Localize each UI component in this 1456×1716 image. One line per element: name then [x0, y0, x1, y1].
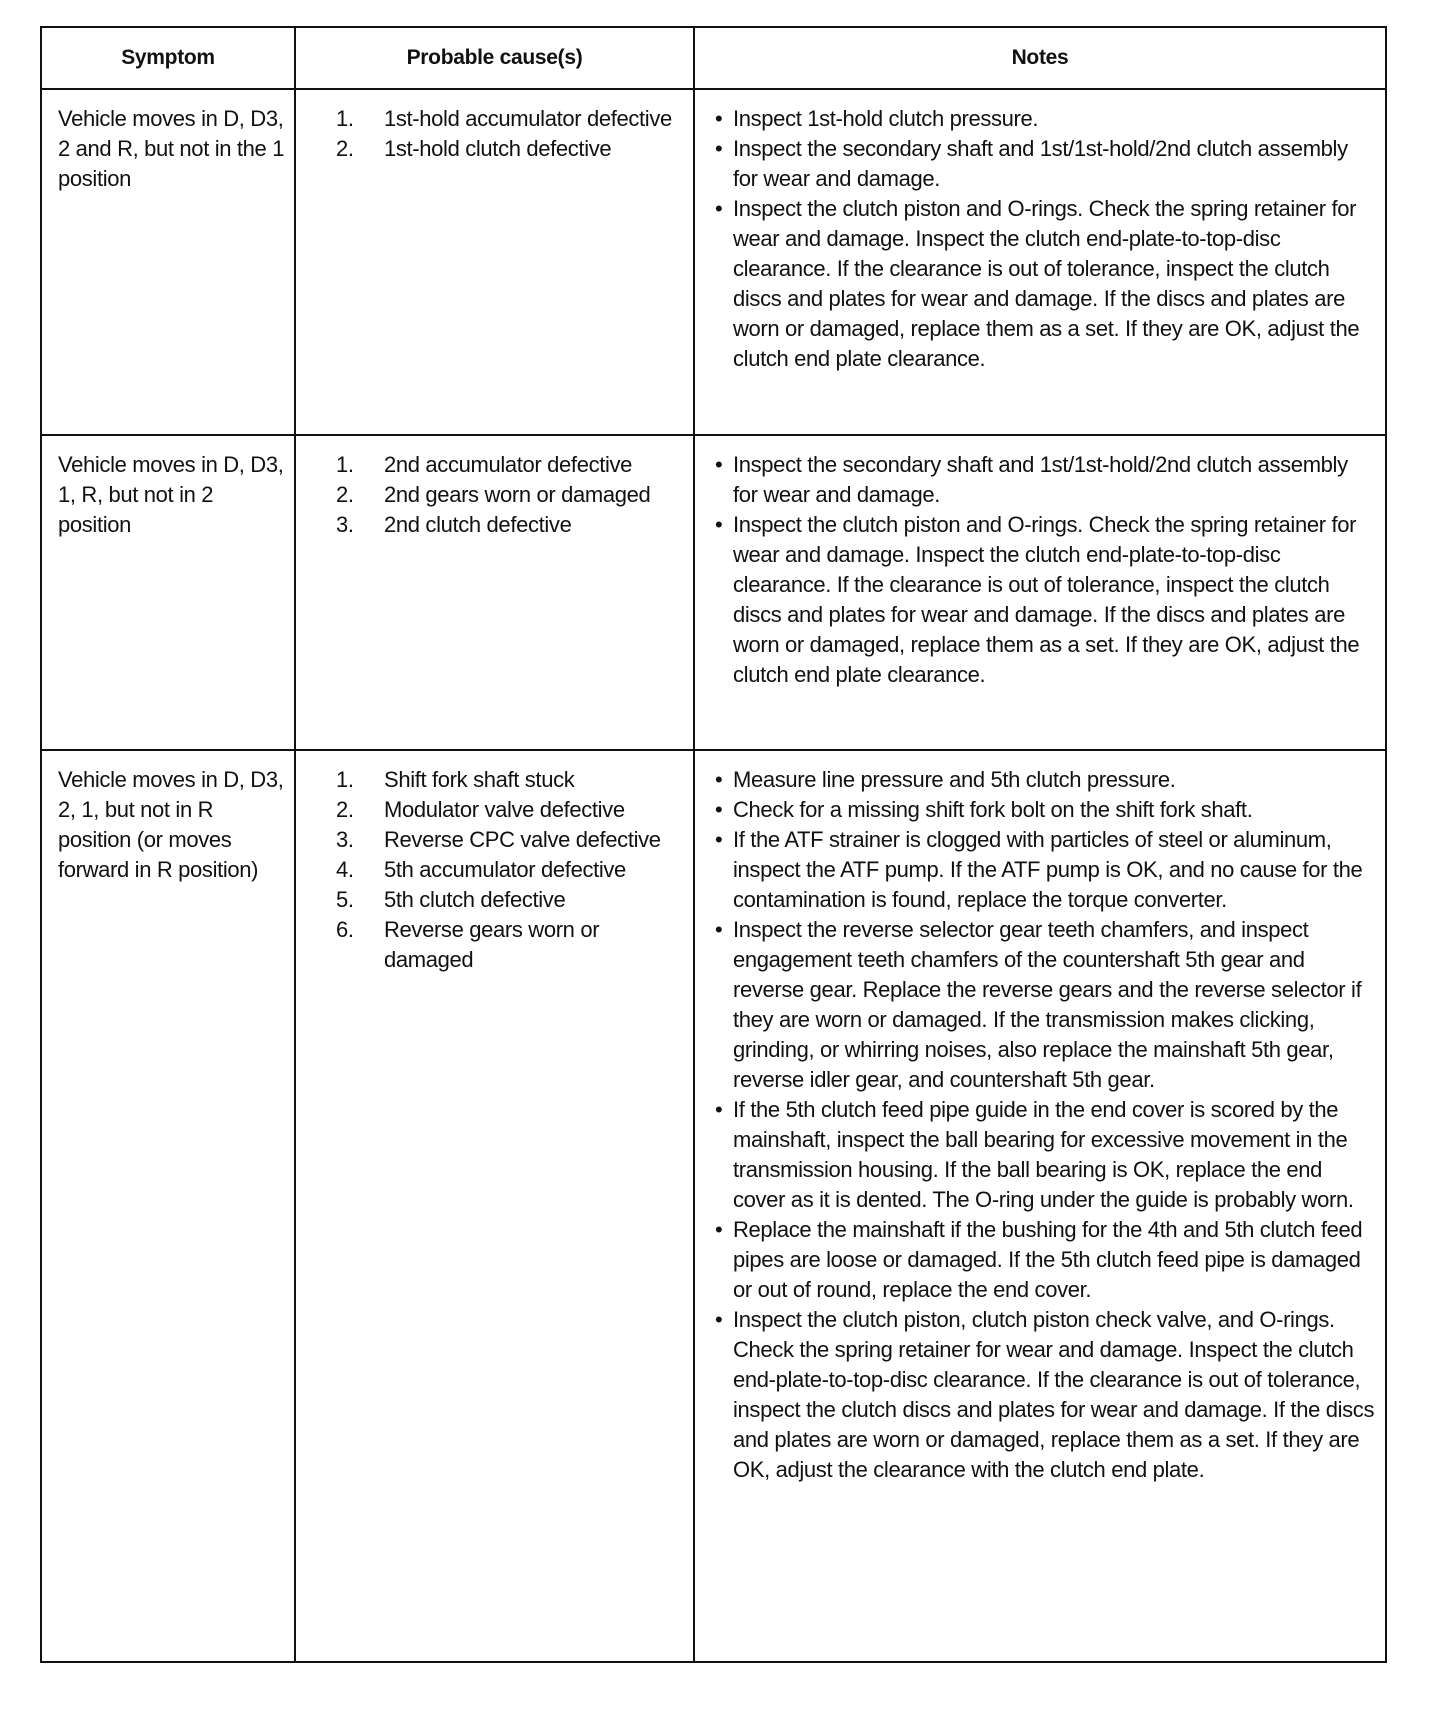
cause-text: Reverse CPC valve defective: [384, 827, 661, 852]
header-symptom: Symptom: [41, 27, 295, 89]
cause-number: 3.: [336, 827, 354, 852]
bullet-icon: •: [715, 917, 723, 942]
bullet-icon: •: [715, 1217, 723, 1242]
bullet-icon: •: [715, 767, 723, 792]
note-text: Measure line pressure and 5th clutch pressure.: [733, 767, 1176, 792]
cause-item: [336, 134, 687, 164]
note-item: [715, 510, 1377, 690]
note-text: Inspect the reverse selector gear teeth chamfers, and inspect engagement teeth chamfers of the countershaft 5th gear and reverse gear. Replace the reverse gears and the reverse selector if they are worn or damaged. If the transmission makes clicking, grinding, or whirring noises, also replace the mainshaft 5th gear, reverse idler gear, and countershaft 5th gear.: [733, 917, 1362, 1092]
cause-item: [336, 825, 687, 855]
cause-item: [336, 480, 687, 510]
bullet-icon: •: [715, 797, 723, 822]
note-item: [715, 765, 1377, 795]
bullet-icon: •: [715, 1097, 723, 1122]
note-item: [715, 795, 1377, 825]
symptom-cell: Vehicle moves in D, D3, 2 and R, but not in the 1 position: [41, 89, 295, 435]
cause-text: Reverse gears worn or damaged: [384, 917, 600, 972]
cause-text: 1st-hold clutch defective: [384, 136, 612, 161]
cause-text: 1st-hold accumulator defective: [384, 106, 672, 131]
cause-text: 5th accumulator defective: [384, 857, 626, 882]
bullet-icon: •: [715, 1307, 723, 1332]
cause-text: 2nd accumulator defective: [384, 452, 633, 477]
cause-text: 2nd gears worn or damaged: [384, 482, 651, 507]
note-text: Inspect 1st-hold clutch pressure.: [733, 106, 1039, 131]
bullet-icon: •: [715, 136, 723, 161]
cause-item: [336, 510, 687, 540]
note-text: Replace the mainshaft if the bushing for the 4th and 5th clutch feed pipes are loose or damaged. If the 5th clutch feed pipe is damaged or out of round, replace the end cover.: [733, 1217, 1363, 1302]
cause-number: 2.: [336, 136, 354, 161]
cause-number: 1.: [336, 452, 354, 477]
table-row: [41, 89, 1386, 435]
note-item: [715, 1305, 1377, 1485]
causes-cell: [295, 750, 694, 1662]
cause-number: 5.: [336, 887, 354, 912]
cause-text: Modulator valve defective: [384, 797, 625, 822]
header-row: [41, 27, 1386, 89]
note-text: Inspect the clutch piston and O-rings. Check the spring retainer for wear and damage. Inspect the clutch end-plate-to-top-disc clearance. If the clearance is out of tolerance, inspect the clutch discs and plates for wear and damage. If the discs and plates are worn or damaged, replace them as a set. If they are OK, adjust the clutch end plate clearance.: [733, 196, 1360, 371]
table-row: [41, 750, 1386, 1662]
cause-number: 3.: [336, 512, 354, 537]
note-text: Inspect the clutch piston, clutch piston check valve, and O-rings. Check the spring retainer for wear and damage. Inspect the clutch end-plate-to-top-disc clearance. If the clearance is out of tolerance, inspect the clutch discs and plates for wear and damage. If the discs and plates are worn or damaged, replace them as a set. If they are OK, adjust the clearance with the clutch end plate.: [733, 1307, 1375, 1482]
note-item: [715, 1095, 1377, 1215]
notes-cell: [694, 435, 1386, 750]
cause-number: 1.: [336, 767, 354, 792]
note-item: [715, 104, 1377, 134]
cause-number: 4.: [336, 857, 354, 882]
note-text: Inspect the clutch piston and O-rings. Check the spring retainer for wear and damage. Inspect the clutch end-plate-to-top-disc clearance. If the clearance is out of tolerance, inspect the clutch discs and plates for wear and damage. If the discs and plates are worn or damaged, replace them as a set. If they are OK, adjust the clutch end plate clearance.: [733, 512, 1360, 687]
table-row: [41, 435, 1386, 750]
header-probable-causes: Probable cause(s): [295, 27, 694, 89]
cause-item: [336, 450, 687, 480]
note-item: [715, 134, 1377, 194]
bullet-icon: •: [715, 827, 723, 852]
cause-text: 2nd clutch defective: [384, 512, 572, 537]
note-text: Inspect the secondary shaft and 1st/1st-hold/2nd clutch assembly for wear and damage.: [733, 452, 1348, 507]
cause-item: [336, 855, 687, 885]
note-item: [715, 825, 1377, 915]
note-item: [715, 915, 1377, 1095]
notes-cell: [694, 89, 1386, 435]
cause-item: [336, 915, 687, 975]
troubleshooting-table: [40, 26, 1387, 1663]
note-text: Check for a missing shift fork bolt on the shift fork shaft.: [733, 797, 1253, 822]
note-item: [715, 450, 1377, 510]
symptom-cell: Vehicle moves in D, D3, 1, R, but not in 2 position: [41, 435, 295, 750]
note-text: Inspect the secondary shaft and 1st/1st-hold/2nd clutch assembly for wear and damage.: [733, 136, 1348, 191]
cause-item: [336, 885, 687, 915]
cause-item: [336, 765, 687, 795]
cause-number: 1.: [336, 106, 354, 131]
cause-item: [336, 795, 687, 825]
note-text: If the ATF strainer is clogged with particles of steel or aluminum, inspect the ATF pump. If the ATF pump is OK, and no cause for the contamination is found, replace the torque converter.: [733, 827, 1363, 912]
header-notes: Notes: [694, 27, 1386, 89]
bullet-icon: •: [715, 106, 723, 131]
cause-number: 6.: [336, 917, 354, 942]
notes-cell: [694, 750, 1386, 1662]
note-text: If the 5th clutch feed pipe guide in the end cover is scored by the mainshaft, inspect the ball bearing for excessive movement in the transmission housing. If the ball bearing is OK, replace the end cover as it is dented. The O-ring under the guide is probably worn.: [733, 1097, 1354, 1212]
bullet-icon: •: [715, 512, 723, 537]
cause-number: 2.: [336, 482, 354, 507]
bullet-icon: •: [715, 452, 723, 477]
symptom-cell: Vehicle moves in D, D3, 2, 1, but not in R position (or moves forward in R position): [41, 750, 295, 1662]
causes-cell: [295, 435, 694, 750]
cause-item: [336, 104, 687, 134]
cause-text: Shift fork shaft stuck: [384, 767, 575, 792]
cause-number: 2.: [336, 797, 354, 822]
cause-text: 5th clutch defective: [384, 887, 566, 912]
causes-cell: [295, 89, 694, 435]
note-item: [715, 1215, 1377, 1305]
note-item: [715, 194, 1377, 374]
bullet-icon: •: [715, 196, 723, 221]
